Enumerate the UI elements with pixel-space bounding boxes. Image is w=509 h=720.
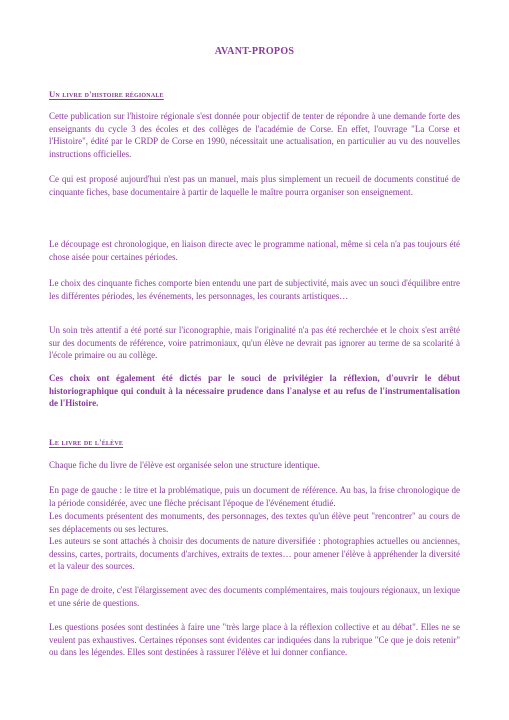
paragraph-iconography: Un soin très attentif a été porté sur l'iconographie, mais l'originalité n'a pas été recherchée et le choix s'est arrêté sur des documents de référence, voire patrimoniaux, qu'un élève ne devrait pas ignorer au terme de sa scolarité à l'école primaire ou au collège.: [49, 325, 460, 361]
paragraph-questions: Les questions posées sont destinées à faire une "très large place à la réflexion collective et au débat". Elles ne se veulent pas exhaustives. Certaines réponses sont évidentes car indiquées dans la rubrique "Ce que je dois retenir" ou dans les légendes. Elles sont destinées à rassurer l'élève et lui donner confiance.: [49, 622, 460, 658]
paragraph-documents: Les documents présentent des monuments, des personnages, des textes qu'un élève peut "rencontrer" au cours de ses déplacements ou ses lectures.: [49, 511, 460, 534]
paragraph-bold-conclusion: Ces choix ont également été dictés par le souci de privilégier la réflexion, d'ouvrir le début historiographique qui conduit à la nécessaire prudence dans l'analyse et au refus de l'instrumentalisation de l'Histoire.: [49, 373, 460, 409]
page-title: AVANT-PROPOS: [214, 46, 295, 57]
paragraph-structure: Chaque fiche du livre de l'élève est organisée selon une structure identique.: [49, 460, 320, 470]
paragraph-authors: Les auteurs se sont attachés à choisir des documents de nature diversifiée : photographies actuelles ou anciennes, dessins, cartes, portraits, documents d'archives, extraits de textes… pour amener l'élève à appréhender la diversité et la valeur des sources.: [49, 536, 460, 572]
paragraph-intro: Cette publication sur l'histoire régionale s'est donnée pour objectif de tenter de répondre à une demande forte des enseignants du cycle 3 des écoles et des collèges de l'académie de Corse. En effet, l'ouvrage "La Corse et l'Histoire", édité par le CRDP de Corse en 1990, nécessitait une actualisation, en particulier au vu des nouvelles instructions officielles.: [49, 111, 460, 159]
paragraph-collection: Ce qui est proposé aujourd'hui n'est pas un manuel, mais plus simplement un recueil de documents constitué de cinquante fiches, base documentaire à partir de laquelle le maître pourra organiser son enseignement.: [49, 174, 460, 197]
section-heading-student-book: Le livre de l'élève: [49, 437, 124, 447]
paragraph-chronology: Le découpage est chronologique, en liaison directe avec le programme national, même si cela n'a pas toujours été chose aisée pour certaines périodes.: [49, 239, 460, 262]
paragraph-right-page: En page de droite, c'est l'élargissement avec des documents complémentaires, mais toujours régionaux, un lexique et une série de questions.: [49, 585, 460, 608]
paragraph-left-page: En page de gauche : le titre et la problématique, puis un document de référence. Au bas, la frise chronologique de la période considérée, avec une flèche précisant l'époque de l'événement étudié.: [49, 485, 460, 508]
section-heading-regional-history: Un livre d'histoire régionale: [49, 89, 164, 99]
paragraph-choice: Le choix des cinquante fiches comporte bien entendu une part de subjectivité, mais avec un souci d'équilibre entre les différentes périodes, les événements, les personnages, les courants artistiques…: [49, 278, 460, 301]
